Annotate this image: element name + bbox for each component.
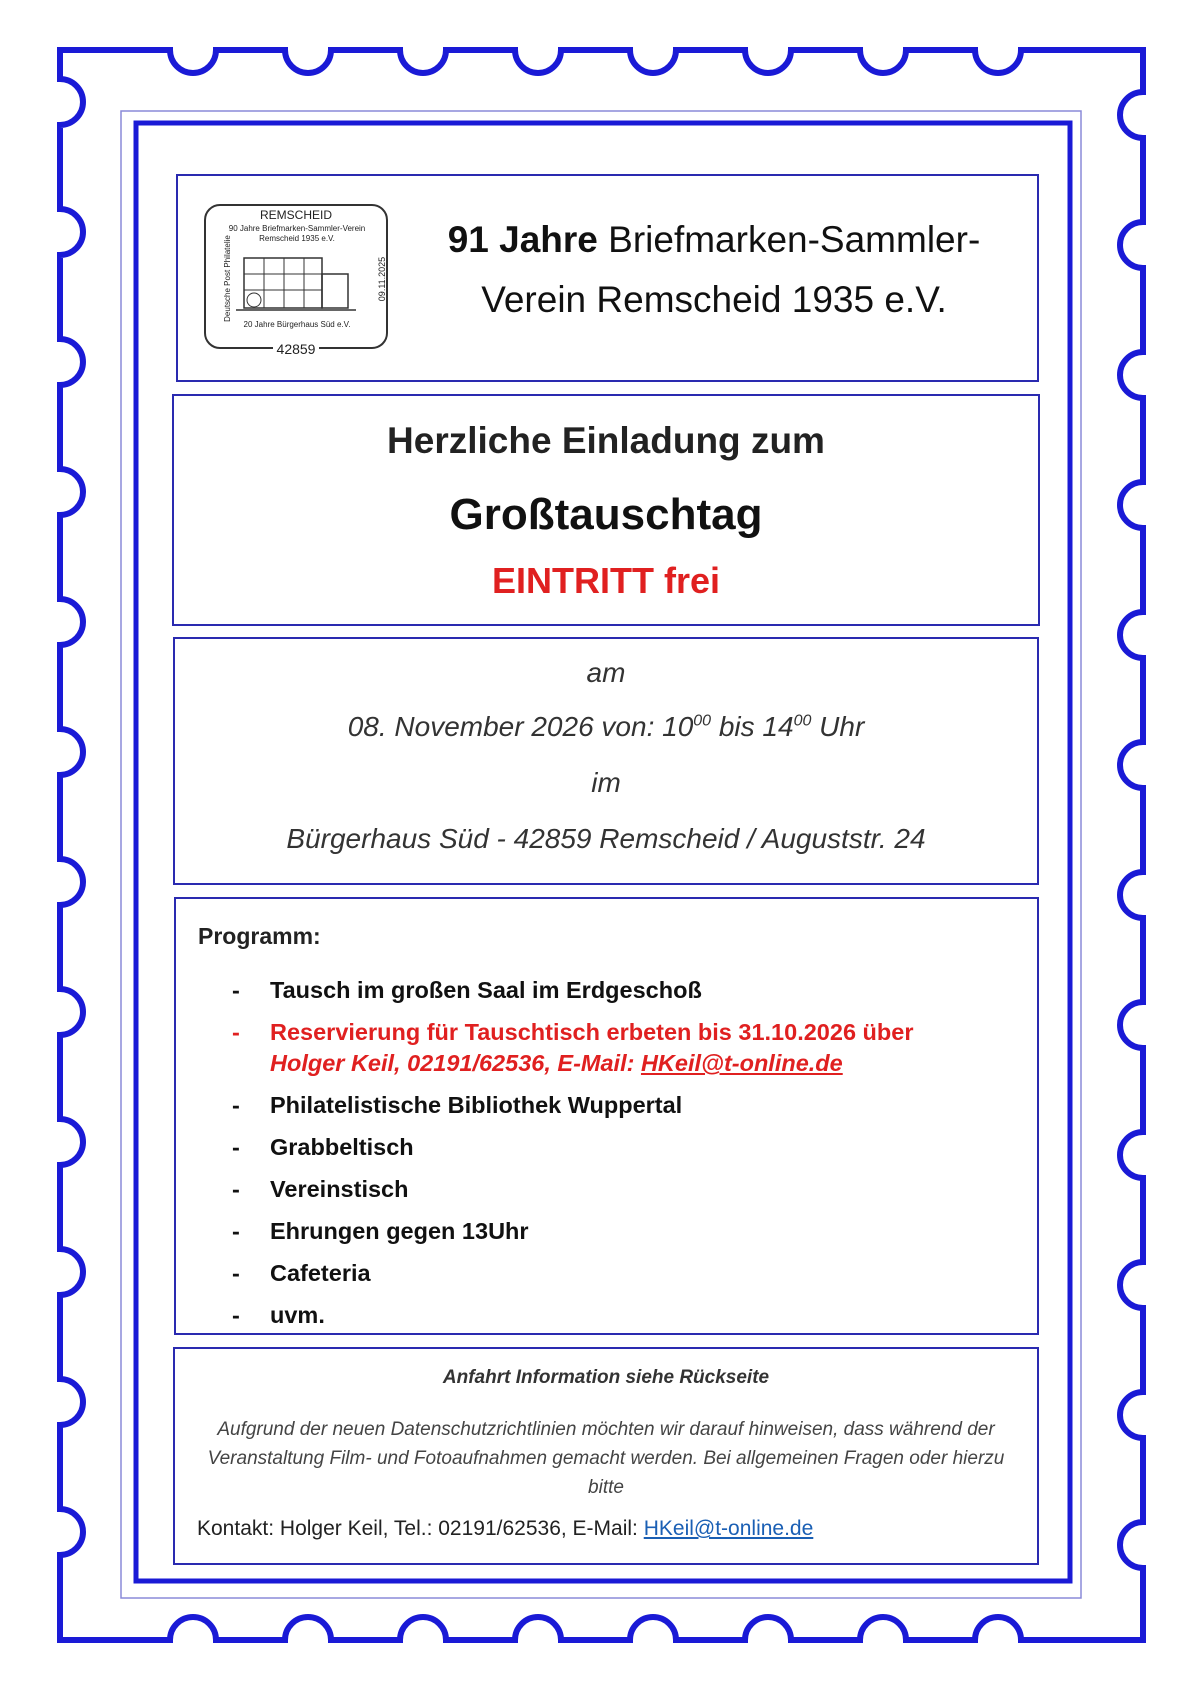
reservation-email-link[interactable]: HKeil@t-online.de [640, 1050, 843, 1076]
list-item [232, 1300, 1017, 1331]
postmark-line-3: 20 Jahre Bürgerhaus Süd e.V. [243, 320, 351, 329]
program-item-text: Ehrungen gegen 13Uhr [270, 1218, 529, 1244]
program-item-text: Grabbeltisch [270, 1134, 414, 1160]
program-list [232, 975, 1017, 1342]
club-title [414, 210, 1014, 330]
list-item [232, 1174, 1017, 1205]
date-am: am [586, 657, 626, 688]
list-dash: - [232, 1302, 240, 1328]
postmark-line-2: Remscheid 1935 e.V. [259, 234, 335, 243]
contact-email-link[interactable]: HKeil@t-online.de [643, 1517, 814, 1540]
postmark-side-text: Deutsche Post Philatelie [222, 235, 232, 322]
contact-line [197, 1517, 813, 1541]
event-location: Bürgerhaus Süd - 42859 Remscheid / Auguststr. 24 [286, 823, 926, 854]
list-dash: - [232, 1134, 240, 1160]
club-title-bold: 91 Jahre [447, 219, 598, 260]
footer-box [173, 1347, 1039, 1565]
privacy-note: Aufgrund der neuen Datenschutzrichtlinien möchten wir darauf hinweisen, dass während der Veranstaltung Film- und Fotoaufnahmen gemacht werden. Bei allgemeinen Fragen oder hierzu bitte [207, 1419, 1005, 1498]
postmark-stamp [204, 204, 388, 357]
postmark-zip-text: 42859 [273, 341, 320, 357]
list-item [232, 1258, 1017, 1289]
date-mid: bis 14 [711, 711, 794, 742]
postmark-zip [206, 341, 386, 357]
admission-notice: EINTRITT frei [491, 560, 720, 601]
invitation-line: Herzliche Einladung zum [387, 420, 825, 461]
header-box [176, 174, 1039, 382]
list-item [232, 1090, 1017, 1121]
list-dash: - [232, 1260, 240, 1286]
club-title-rest: Briefmarken-Sammler- [608, 219, 981, 260]
event-details-box [173, 637, 1039, 885]
list-item [232, 1017, 1017, 1079]
reservation-contact [270, 1048, 1017, 1079]
postmark-city: REMSCHEID [259, 208, 332, 222]
end-minutes: 00 [793, 712, 812, 730]
date-suffix: Uhr [811, 711, 865, 742]
invitation-box [172, 394, 1040, 626]
program-item-text: Philatelistische Bibliothek Wuppertal [270, 1092, 683, 1118]
list-dash: - [232, 1218, 240, 1244]
reservation-contact-text: Holger Keil, 02191/62536, E-Mail: [270, 1050, 641, 1076]
program-box [174, 897, 1039, 1335]
postmark-line-1: 90 Jahre Briefmarken-Sammler-Verein [228, 224, 366, 233]
list-dash: - [232, 1176, 240, 1202]
program-item-text: Cafeteria [270, 1260, 371, 1286]
program-item-text: Vereinstisch [270, 1176, 409, 1202]
postmark-date: 09.11.2025 [376, 256, 387, 302]
program-item-text: uvm. [270, 1302, 325, 1328]
club-title-line-2: Verein Remscheid 1935 e.V. [481, 279, 947, 320]
directions-heading: Anfahrt Information siehe Rückseite [442, 1367, 770, 1388]
list-item [232, 1216, 1017, 1247]
list-dash: - [232, 977, 240, 1003]
event-name: Großtauschtag [449, 490, 763, 539]
program-item-text: Tausch im großen Saal im Erdgeschoß [270, 977, 702, 1003]
building-illustration [236, 244, 356, 316]
list-dash: - [232, 1019, 240, 1045]
date-prefix: 08. November 2026 von: 10 [347, 711, 694, 742]
list-item [232, 1132, 1017, 1163]
location-im: im [591, 767, 621, 798]
contact-text: Holger Keil, Tel.: 02191/62536, E-Mail: [274, 1517, 644, 1540]
list-item [232, 975, 1017, 1006]
contact-label: Kontakt: [197, 1517, 275, 1540]
list-dash: - [232, 1092, 240, 1118]
program-item-text: Reservierung für Tauschtisch erbeten bis 31.10.2026 über [270, 1019, 914, 1045]
event-date-time [175, 711, 1037, 743]
program-heading: Programm: [198, 923, 321, 949]
start-minutes: 00 [693, 712, 712, 730]
